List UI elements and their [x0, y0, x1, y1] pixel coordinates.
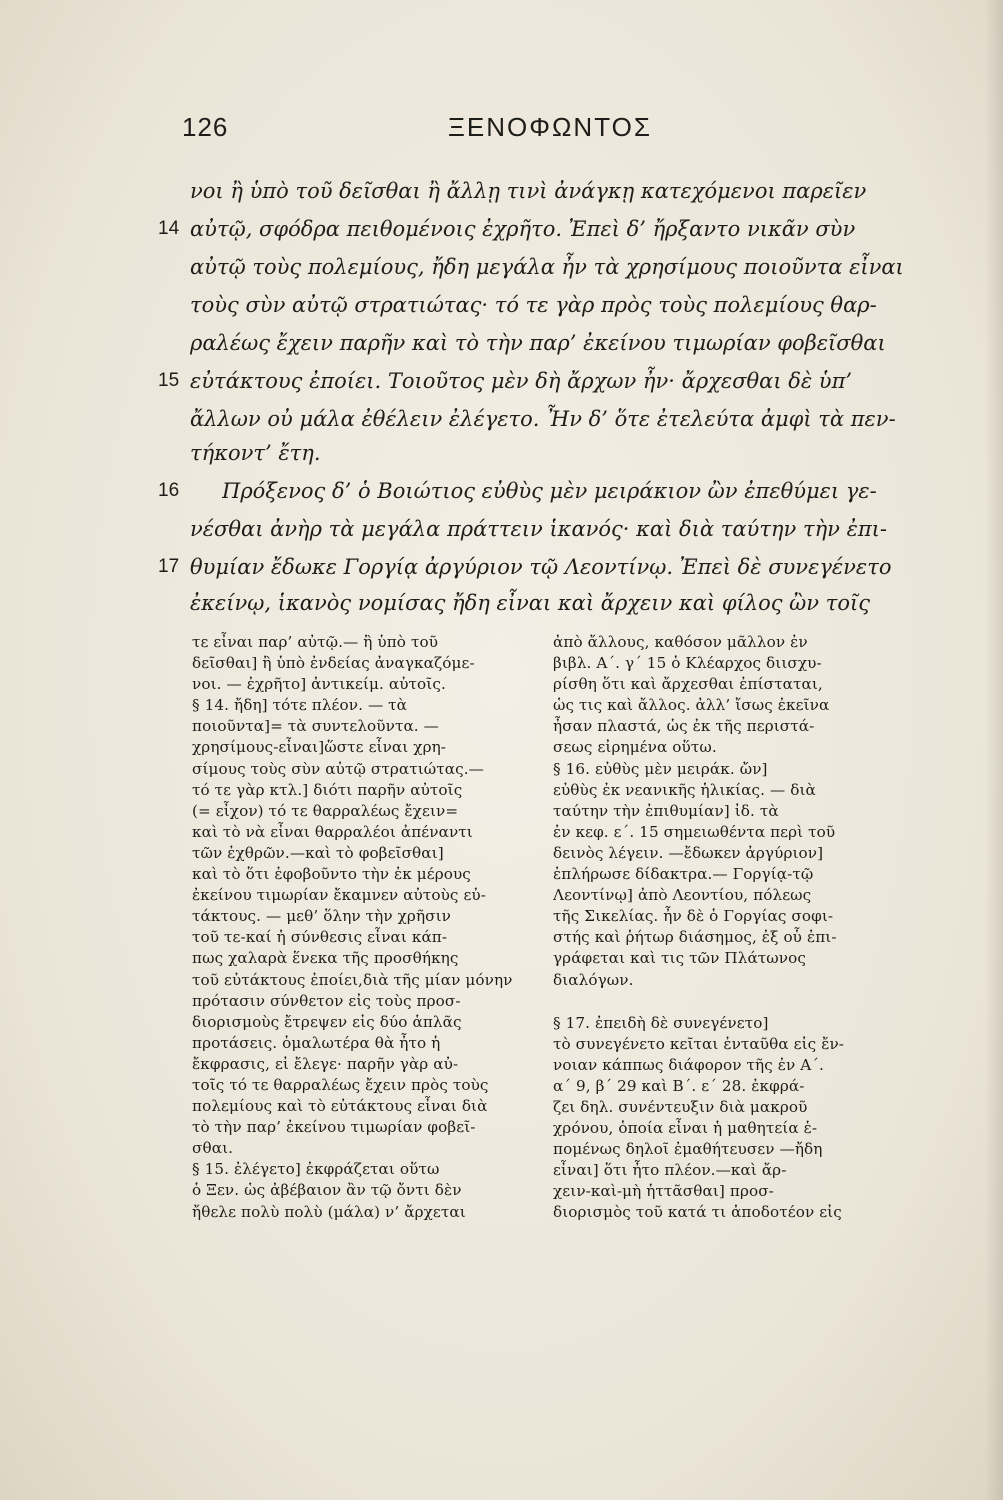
commentary-line: διορισμὸς τοῦ κατά τι ἀποδοτέον εἰς — [553, 1203, 842, 1222]
commentary-line: καὶ τὸ νὰ εἶναι θαρραλέοι ἀπέναντι — [192, 822, 473, 841]
commentary-line: πως χαλαρὰ ἕνεκα τῆς προσθήκης — [192, 949, 459, 968]
commentary-line: διορισμοὺς ἔτρεψεν εἰς δύο ἁπλᾶς — [192, 1012, 462, 1031]
section-number: 15 — [158, 370, 180, 391]
commentary-line: τοῦ τε-καί ἡ σύνθεσις εἶναι κάπ- — [192, 928, 448, 947]
page-number: 126 — [182, 112, 229, 142]
commentary-line: χειν-καὶ-μὴ ἡττᾶσθαι] προσ- — [553, 1182, 774, 1201]
commentary-line: ἀπὸ ἄλλους, καθόσον μᾶλλον ἐν — [553, 633, 808, 651]
main-text-line: ραλέως ἔχειν παρῆν καὶ τὸ τὴν παρ’ ἐκείνου τιμωρίαν φοβεῖσθαι — [190, 331, 886, 355]
section-number: 17 — [158, 556, 180, 577]
commentary-left-column — [192, 632, 542, 1223]
commentary-line: σεως εἰρημένα οὕτω. — [553, 738, 717, 757]
commentary-line: νοιαν κάππως διάφορον τῆς ἐν Α΄. — [553, 1055, 824, 1074]
commentary-line: καὶ τὸ ὅτι ἐφοβοῦντο τὴν ἐκ μέρους — [192, 865, 471, 884]
commentary-line: Λεοντίνῳ] ἀπὸ Λεοντίου, πόλεως — [553, 886, 812, 905]
commentary-line: εἶναι] ὅτι ἦτο πλέον.—καὶ ἄρ- — [553, 1161, 787, 1180]
commentary-line: τὸ συνεγένετο κεῖται ἐνταῦθα εἰς ἔν- — [553, 1034, 845, 1053]
commentary-line: πολεμίους καὶ τὸ εὐτάκτους εἶναι διὰ — [192, 1097, 488, 1116]
page-header — [0, 112, 1003, 152]
commentary-line: νοι. — ἐχρῆτο] ἀντικείμ. αὐτοῖς. — [192, 675, 446, 694]
commentary-line: στής καὶ ῥήτωρ διάσημος, ἐξ οὗ ἐπι- — [553, 928, 837, 947]
commentary-line: ποιοῦντα]= τὰ συντελοῦντα. — — [192, 717, 439, 736]
commentary-line: ἤθελε πολὺ πολὺ (μάλα) ν’ ἄρχεται — [192, 1202, 466, 1221]
commentary-line: (= εἶχον) τό τε θαρραλέως ἔχειν= — [192, 801, 459, 820]
commentary-line: χρόνου, ὁποία εἶναι ἡ μαθητεία ἑ- — [553, 1119, 818, 1138]
commentary-line: τε εἶναι παρ’ αὐτῷ.— ἢ ὑπὸ τοῦ — [192, 633, 439, 651]
commentary-line: τοῖς τό τε θαρραλέως ἔχειν πρὸς τοὺς — [192, 1075, 489, 1094]
commentary-line: πομένως δηλοῖ ἐμαθήτευσεν —ἤδη — [553, 1140, 823, 1159]
commentary-line: ἐκείνου τιμωρίαν ἔκαμνεν αὐτοὺς εὐ- — [192, 886, 486, 905]
commentary-line: ἔκφρασις, εἰ ἔλεγε· παρῆν γὰρ αὐ- — [192, 1054, 459, 1073]
commentary-line: προτάσεις. ὁμαλωτέρα θὰ ἦτο ἡ — [192, 1033, 441, 1052]
commentary-line: σθαι. — [192, 1139, 234, 1158]
main-text-line: εὐτάκτους ἐποίει. Τοιοῦτος μὲν δὴ ἄρχων ἦν· ἄρχεσθαι δὲ ὑπ’ — [190, 369, 853, 393]
commentary-line: γράφεται καὶ τις τῶν Πλάτωνος — [553, 949, 806, 968]
commentary-line: δεινὸς λέγειν. —ἔδωκεν ἀργύριον] — [553, 843, 824, 862]
main-text-line: ἐκείνῳ, ἱκανὸς νομίσας ἤδη εἶναι καὶ ἄρχειν καὶ φίλος ὢν τοῖς — [190, 591, 870, 615]
section-number: 16 — [158, 480, 180, 501]
commentary-line: § 17. ἐπειδὴ δὲ συνεγένετο] — [553, 1013, 769, 1032]
commentary-line: ἐπλήρωσε δίδακτρα.— Γοργίᾳ-τῷ — [553, 865, 814, 884]
main-text-line: Πρόξενος δ’ ὁ Βοιώτιος εὐθὺς μὲν μειράκιον ὢν ἐπεθύμει γε- — [222, 479, 877, 503]
main-text-line: αὐτῷ, σφόδρα πειθομένοις ἐχρῆτο. Ἐπεὶ δ’ ἤρξαντο νικᾶν σὺν — [190, 217, 856, 241]
commentary-line: ὁ Ξεν. ὡς ἀβέβαιον ἂν τῷ ὄντι δὲν — [192, 1181, 462, 1200]
main-text-line: τήκοντ’ ἔτη. — [190, 441, 321, 465]
page-edge-shadow — [985, 0, 1003, 1500]
commentary-line: χρησίμους-εἶναι]ὥστε εἶναι χρη- — [192, 738, 447, 757]
main-text-line: θυμίαν ἔδωκε Γοργίᾳ ἀργύριον τῷ Λεοντίνῳ. Ἐπεὶ δὲ συνεγένετο — [190, 555, 892, 579]
commentary-line: § 16. εὐθὺς μὲν μειράκ. ὤν] — [553, 759, 768, 778]
commentary-line: ὡς τις καὶ ἄλλος. ἀλλ’ ἴσως ἐκεῖνα — [553, 696, 830, 715]
commentary-line: σίμους τοὺς σὺν αὐτῷ στρατιώτας.— — [192, 759, 484, 778]
commentary-line: εὐθὺς ἐκ νεανικῆς ἡλικίας. — διὰ — [553, 780, 816, 799]
commentary-line: ταύτην τὴν ἐπιθυμίαν] ἰδ. τὰ — [553, 801, 779, 820]
commentary-line: τοῦ εὐτάκτους ἐποίει,διὰ τῆς μίαν μόνην — [192, 970, 513, 989]
commentary-line: § 15. ἐλέγετο] ἐκφράζεται οὕτω — [192, 1160, 440, 1179]
commentary-line: τὸ τὴν παρ’ ἐκείνου τιμωρίαν φοβεῖ- — [192, 1118, 476, 1137]
commentary-line: ζει δηλ. συνέντευξιν διὰ μακροῦ — [553, 1097, 808, 1116]
commentary-line: α΄ 9, β΄ 29 καὶ Β΄. ε΄ 28. ἐκφρά- — [553, 1076, 805, 1095]
main-text-line: νέσθαι ἀνὴρ τὰ μεγάλα πράττειν ἱκανός· καὶ διὰ ταύτην τὴν ἐπι- — [190, 517, 887, 541]
commentary-line: τῆς Σικελίας. ἦν δὲ ὁ Γοργίας σοφι- — [553, 907, 834, 926]
main-text-line: ἄλλων οὐ μάλα ἐθέλειν ἐλέγετο. Ἦν δ’ ὅτε ἐτελεύτα ἀμφὶ τὰ πεν- — [190, 407, 896, 431]
main-text-line: νοι ἢ ὑπὸ τοῦ δεῖσθαι ἢ ἄλλῃ τινὶ ἀνάγκῃ κατεχόμενοι παρεῖεν — [190, 179, 867, 203]
main-text-line: αὐτῷ τοὺς πολεμίους, ἤδη μεγάλα ἦν τὰ χρησίμους ποιοῦντα εἶναι — [190, 255, 904, 279]
commentary-line: τῶν ἐχθρῶν.—καὶ τὸ φοβεῖσθαι] — [192, 843, 444, 862]
commentary-line: ρίσθη ὅτι καὶ ἄρχεσθαι ἐπίσταται, — [553, 675, 823, 694]
commentary-right-column — [553, 632, 903, 1224]
commentary-line: § 14. ἤδη] τότε πλέον. — τὰ — [192, 696, 408, 715]
main-text-line: τοὺς σὺν αὐτῷ στρατιώτας· τό τε γὰρ πρὸς τοὺς πολεμίους θαρ- — [190, 293, 877, 317]
commentary-line: ἦσαν πλαστά, ὡς ἐκ τῆς περιστά- — [553, 717, 815, 736]
commentary-line: διαλόγων. — [553, 970, 634, 989]
commentary-line: ἐν κεφ. ε΄. 15 σημειωθέντα περὶ τοῦ — [553, 822, 836, 841]
section-number: 14 — [158, 218, 180, 239]
commentary-line: δεῖσθαι] ἢ ὑπὸ ἐνδείας ἀναγκαζόμε- — [192, 654, 475, 673]
commentary-line: πρότασιν σύνθετον εἰς τοὺς προσ- — [192, 991, 461, 1010]
running-title: ΞΕΝΟΦΩΝΤΟΣ — [448, 112, 652, 142]
commentary-line: βιβλ. Α΄. γ΄ 15 ὁ Κλέαρχος διισχυ- — [553, 654, 822, 673]
commentary-line: τό τε γὰρ κτλ.] διότι παρῆν αὐτοῖς — [192, 780, 463, 799]
commentary-line: τάκτους. — μεθ’ ὅλην τὴν χρῆσιν — [192, 907, 452, 926]
